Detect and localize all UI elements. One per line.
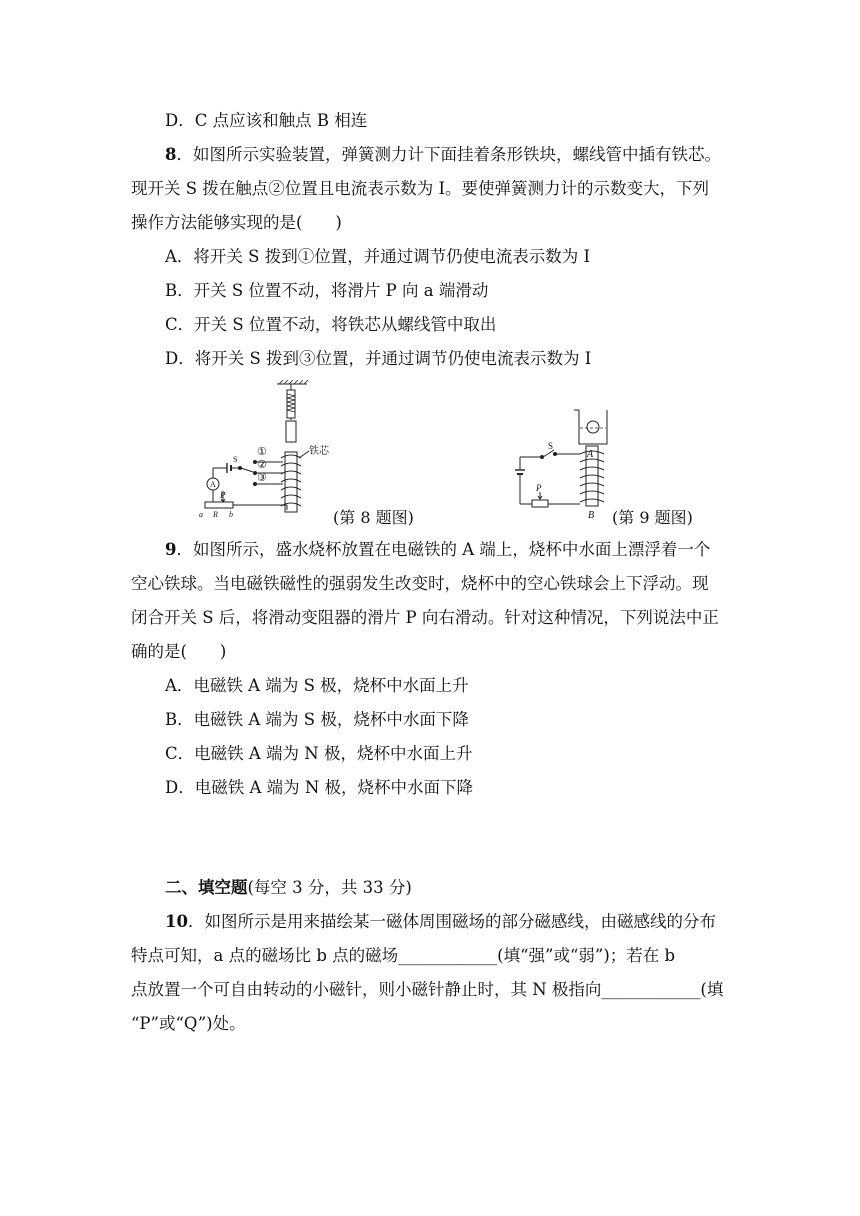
q8-stem-text-1: ．如图所示实验装置，弹簧测力计下面挂着条形铁块，螺线管中插有铁芯。 bbox=[176, 145, 721, 164]
q8-option-c: C．开关 S 位置不动，将铁芯从螺线管中取出 bbox=[165, 315, 497, 334]
figure-8-diagram bbox=[195, 380, 345, 520]
fig8-a-label: a bbox=[199, 510, 203, 519]
figure-8-caption: (第 8 题图) bbox=[333, 508, 414, 527]
fig8-contact-2-label: ② bbox=[257, 459, 267, 471]
fig9-switch-label: S bbox=[548, 441, 554, 451]
q10-stem-line-3: 点放置一个可自由转动的小磁针，则小磁针静止时，其 N 极指向____________(填 bbox=[131, 980, 724, 999]
q8-option-b: B．开关 S 位置不动，将滑片 P 向 a 端滑动 bbox=[165, 281, 489, 300]
q10-stem-text-1: ．如图所示是用来描绘某一磁体周围磁场的部分磁感线，由磁感线的分布 bbox=[187, 912, 716, 931]
q10-number: 10 bbox=[165, 912, 188, 931]
q9-option-d: D．电磁铁 A 端为 N 极，烧杯中水面下降 bbox=[165, 778, 474, 797]
q9-option-a: A．电磁铁 A 端为 S 极，烧杯中水面上升 bbox=[165, 676, 469, 695]
q9-stem-text-1: ．如图所示，盛水烧杯放置在电磁铁的 A 端上，烧杯中水面上漂浮着一个 bbox=[176, 540, 711, 559]
fig9-a-label: A bbox=[587, 449, 594, 460]
q10-stem-line-4: “P”或“Q”)处。 bbox=[131, 1014, 246, 1033]
q8-option-a: A．将开关 S 拨到①位置，并通过调节仍使电流表示数为 I bbox=[165, 247, 590, 266]
fig8-switch-label: S bbox=[233, 455, 238, 464]
q9-stem-line-4: 确的是( ) bbox=[131, 642, 227, 661]
q9-stem-line-3: 闭合开关 S 后，将滑动变阻器的滑片 P 向右滑动。针对这种情况，下列说法中正 bbox=[131, 608, 719, 627]
fig9-b-label: B bbox=[588, 510, 595, 521]
section-2-title: 二、填空题 bbox=[165, 878, 248, 897]
fig8-slider-label: P bbox=[220, 490, 226, 500]
section-2-heading bbox=[165, 878, 412, 898]
q8-stem-line-1 bbox=[165, 145, 721, 165]
section-2-note: (每空 3 分，共 33 分) bbox=[247, 878, 412, 897]
q9-number: 9 bbox=[165, 540, 177, 559]
fig8-core-label: 铁芯 bbox=[309, 446, 329, 457]
q10-stem-line-1 bbox=[165, 912, 716, 932]
fig9-slider-label: P bbox=[536, 483, 542, 493]
q8-number: 8 bbox=[165, 145, 177, 164]
q7-option-d: D．C 点应该和触点 B 相连 bbox=[165, 111, 368, 130]
q8-option-d: D．将开关 S 拨到③位置，并通过调节仍使电流表示数为 I bbox=[165, 349, 592, 368]
figure-9-caption: (第 9 题图) bbox=[612, 508, 693, 527]
q8-stem-line-3: 操作方法能够实现的是( ) bbox=[131, 213, 342, 232]
fig8-contact-1-label: ① bbox=[257, 446, 267, 458]
fig8-r-label: R bbox=[213, 510, 218, 519]
fig8-ammeter-label: A bbox=[210, 480, 216, 489]
fig8-contact-3-label: ③ bbox=[257, 472, 267, 484]
q10-stem-line-2: 特点可知，a 点的磁场比 b 点的磁场____________(填“强”或“弱”)；若在 b bbox=[131, 946, 676, 965]
q9-stem-line-1 bbox=[165, 540, 710, 560]
q9-stem-line-2: 空心铁球。当电磁铁磁性的强弱发生改变时，烧杯中的空心铁球会上下浮动。现 bbox=[131, 574, 709, 593]
figure-9-diagram bbox=[510, 408, 620, 523]
q8-stem-line-2: 现开关 S 拨在触点②位置且电流表示数为 I。要使弹簧测力计的示数变大，下列 bbox=[131, 179, 710, 198]
q9-option-c: C．电磁铁 A 端为 N 极，烧杯中水面上升 bbox=[165, 744, 473, 763]
q9-option-b: B．电磁铁 A 端为 S 极，烧杯中水面下降 bbox=[165, 710, 469, 729]
fig8-b-label: b bbox=[229, 510, 233, 519]
